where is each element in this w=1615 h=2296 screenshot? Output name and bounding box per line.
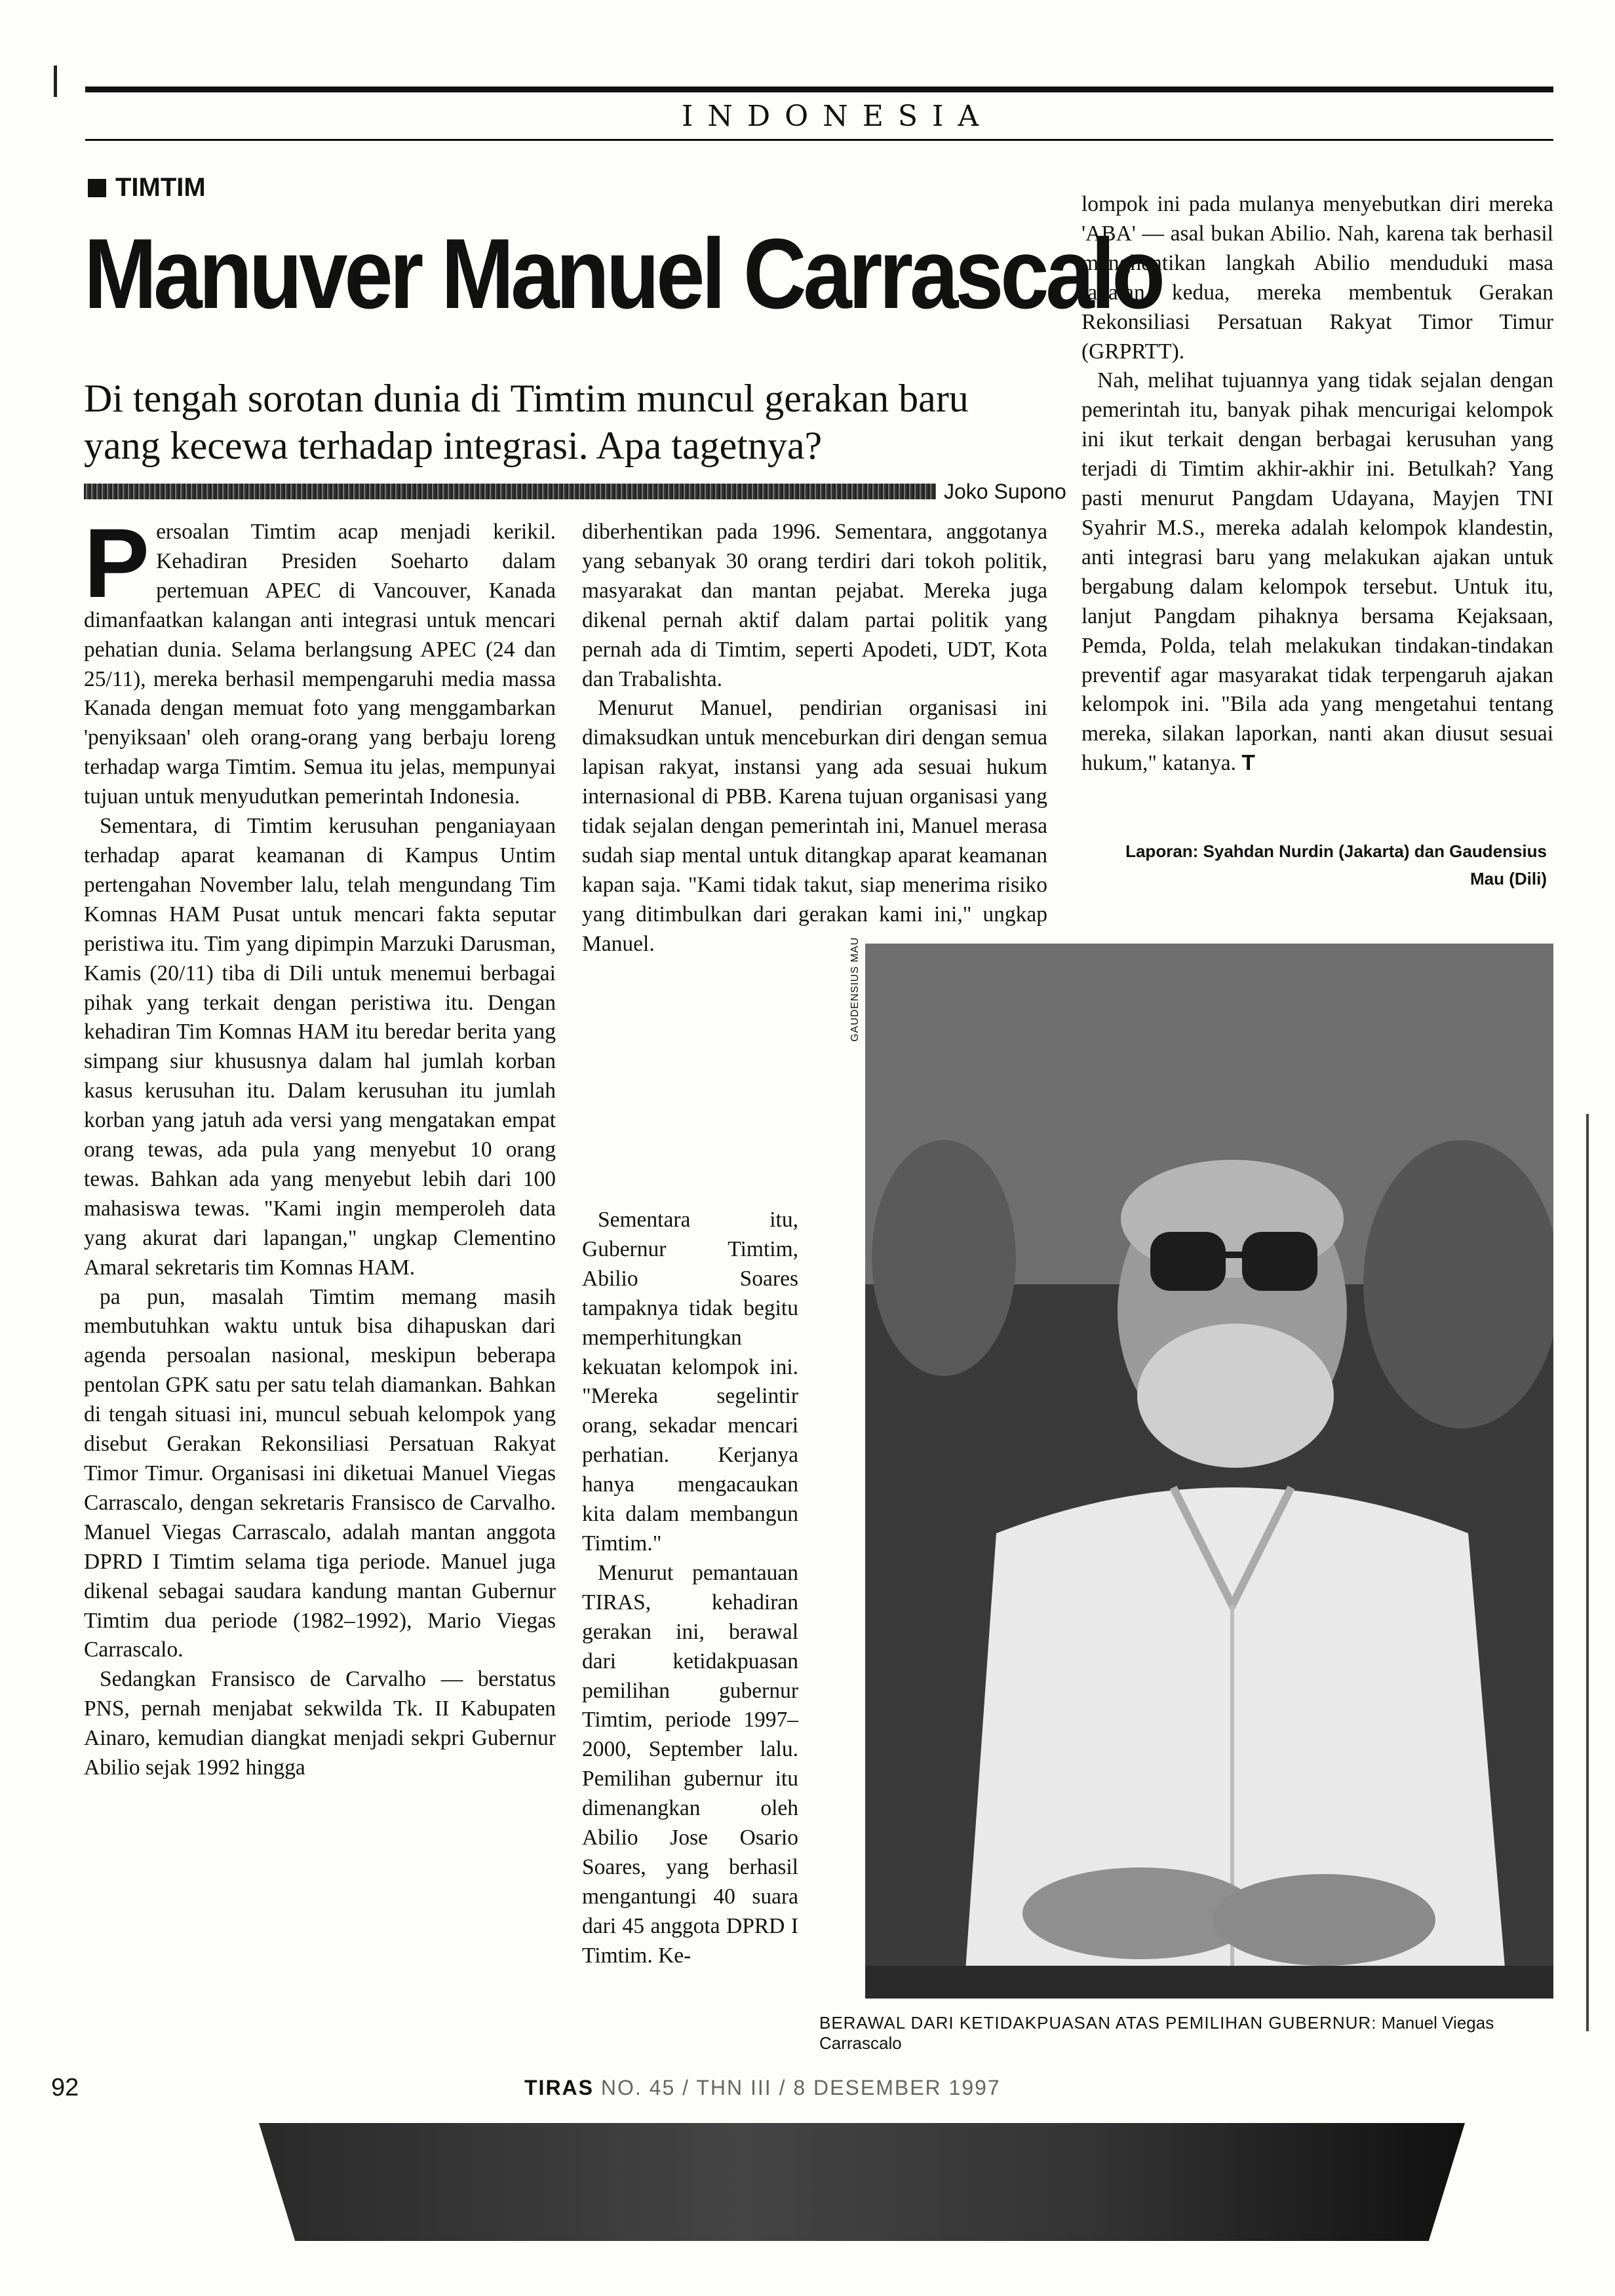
paragraph <box>1081 366 1553 778</box>
paragraph: Menurut Manuel, pendirian organisasi ini dimaksudkan untuk menceburkan diri dengan semua lapisan rakyat, instansi yang ada sesuai hukum internasional di PBB. Karena tujuan organisasi yang tidak sejalan dengan pemerintah ini, Manuel merasa sudah siap mental untuk ditangkap aparat keamanan kapan saja. "Kami tidak takut, siap menerima risiko yang ditimbulkan dari gerakan kami ini," ungkap Manuel. <box>582 696 1047 956</box>
scan-mark <box>1586 1114 1589 2031</box>
byline-bar <box>84 484 936 499</box>
issue-info: NO. 45 / THN III / 8 DESEMBER 1997 <box>600 2076 1001 2099</box>
paragraph: pa pun, masalah Timtim memang masih membutuhkan waktu untuk bisa dihapuskan dari agenda persoalan nasional, meskipun beberapa pentolan GPK satu per satu telah diamankan. Bahkan di tengah situasi ini, muncul sebuah kelompok yang disebut Gerakan Rekonsiliasi Persatuan Rakyat Timor Timur. Organisasi ini diketuai Manuel Viegas Carrascalo, dengan sekretaris Fransisco de Carvalho. Manuel Viegas Carrascalo, adalah mantan anggota DPRD I Timtim selama tiga periode. Manuel juga dikenal sebagai saudara kandung mantan Gubernur Timtim dua periode (1982–1992), Mario Viegas Carrascalo. <box>84 1284 556 1662</box>
page-number: 92 <box>51 2074 79 2101</box>
drop-cap: P <box>84 508 150 618</box>
deck: Di tengah sorotan dunia di Timtim muncul gerakan baru yang kecewa terhadap integrasi. Apa tagetnya? <box>84 377 969 467</box>
top-rule-thick <box>85 86 1553 92</box>
paragraph: Sementara, di Timtim kerusuhan penganiayaan terhadap aparat keamanan di Kampus Untim pertengahan November lalu, telah mengundang Tim Komnas HAM Pusat untuk mencari fakta seputar peristiwa itu. Tim yang dipimpin Marzuki Darusman, Kamis (20/11) tiba di Dili untuk menemui berbagai pihak yang terkait dengan peristiwa itu. Dengan kehadiran Tim Komnas HAM itu beredar berita yang simpang siur khususnya dalam hal jumlah korban kasus kerusuhan itu. Dalam kerusuhan itu jumlah korban yang jatuh ada versi yang mengatakan empat orang tewas, ada pula yang menyebut 10 orang tewas. Bahkan ada yang menyebut lebih dari 100 mahasiswa tewas. "Kami ingin memperoleh data yang akurat dari lapangan," ungkap Clementino Amaral sekretaris tim Komnas HAM. <box>84 814 556 1280</box>
kicker-text: TIMTIM <box>115 173 206 202</box>
paragraph-text: Nah, melihat tujuannya yang tidak sejalan dengan pemerintah itu, banyak pihak mencurigai kelompok ini ikut terkait dengan berbagai kerusuhan yang terjadi di Timtim akhir-akhir ini. Betulkah? Yang pasti menurut Pangdam Udayana, Mayjen TNI Syahrir M.S., mereka adalah kelompok klandestin, anti integrasi baru yang melakukan ajakan untuk bergabung dalam kelompok tersebut. Untuk itu, lanjut Pangdam pihaknya bersama Kejaksaan, Pemda, Polda, telah melakukan tindakan-tindakan preventif agar masyarakat tidak terpengaruh ajakan kelompok ini. "Bila ada yang mengetahui tentang mereka, silakan laporkan, nanti akan diusut sesuai hukum," katanya. <box>1081 368 1553 776</box>
report-credit: Laporan: Syahdan Nurdin (Jakarta) dan Gaudensius Mau (Dili) <box>1125 841 1547 889</box>
portrait-photo <box>865 944 1553 1999</box>
section-label: INDONESIA <box>682 100 994 133</box>
footer-issue <box>524 2076 1001 2100</box>
paragraph: lompok ini pada mulanya menyebutkan diri mereka 'ABA' — asal bukan Abilio. Nah, karena tak berhasil menghentikan langkah Abilio menduduki masa jabatan kedua, mereka membentuk Gerakan Rekonsiliasi Persatuan Rakyat Timor Timur (GRPRTT). <box>1081 192 1553 364</box>
publication-name: TIRAS <box>524 2076 594 2099</box>
caption-name: Manuel Viegas Carrascalo <box>819 2013 1494 2053</box>
article-column-2 <box>582 518 1047 959</box>
paragraph: Menurut pemantauan TIRAS, kehadiran gerakan ini, berawal dari ketidakpuasan pemilihan gubernur Timtim, periode 1997–2000, September lalu. Pemilihan gubernur itu dimenangkan oleh Abilio Jose Osario Soares, yang berhasil mengantungi 40 suara dari 45 anggota DPRD I Timtim. Ke- <box>582 1560 798 1968</box>
byline: Joko Supono <box>944 480 1066 503</box>
paragraph: diberhentikan pada 1996. Sementara, anggotanya yang sebanyak 30 orang terdiri dari tokoh politik, masyarakat dan mantan pejabat. Mereka juga dikenal pernah aktif dalam partai politik yang pernah ada di Timtim, seperti Apodeti, UDT, Kota dan Trabalishta. <box>582 520 1047 691</box>
headline: Manuver Manuel Carrascalo <box>84 218 1162 330</box>
article-column-3 <box>1081 190 1553 778</box>
portrait-illustration <box>865 944 1553 1999</box>
kicker <box>88 173 206 202</box>
square-icon <box>88 179 106 197</box>
photo-caption <box>819 2013 1553 2054</box>
article-column-1 <box>84 508 556 1783</box>
scan-mark <box>54 66 57 97</box>
paragraph: Sedangkan Fransisco de Carvalho — berstatus PNS, pernah menjabat sekwilda Tk. II Kabupaten Ainaro, kemudian diangkat menjadi sekpri Gubernur Abilio sejak 1992 hingga <box>84 1667 556 1780</box>
caption-lead: BERAWAL DARI KETIDAKPUASAN ATAS PEMILIHAN GUBERNUR: <box>819 2013 1377 2033</box>
scan-artifact-bar <box>259 2123 1465 2241</box>
paragraph <box>84 508 556 812</box>
paragraph: Sementara itu, Gubernur Timtim, Abilio Soares tampaknya tidak begitu memperhitungkan kekuatan kelompok ini. "Mereka segelintir orang, sekadar mencari perhatian. Kerjanya hanya mengacaukan kita dalam membangun Timtim." <box>582 1208 798 1556</box>
photo-credit: GAUDENSIUS MAU <box>849 937 861 1042</box>
top-rule-thin <box>85 139 1553 141</box>
paragraph-text: ersoalan Timtim acap menjadi kerikil. Kehadiran Presiden Soeharto dalam pertemuan APEC di Vancouver, Kanada dimanfaatkan kalangan anti integrasi untuk mencari pehatian dunia. Selama berlangsung APEC (24 dan 25/11), mereka berhasil mempengaruhi media massa Kanada dengan memuat foto yang menggambarkan 'penyiksaan' oleh orang-orang yang berbaju loreng terhadap warga Timtim. Semua itu jelas, mempunyai tujuan untuk menyudutkan pemerintah Indonesia. <box>84 520 556 809</box>
end-mark: T <box>1241 751 1255 776</box>
article-column-2-continued <box>582 1206 798 1971</box>
